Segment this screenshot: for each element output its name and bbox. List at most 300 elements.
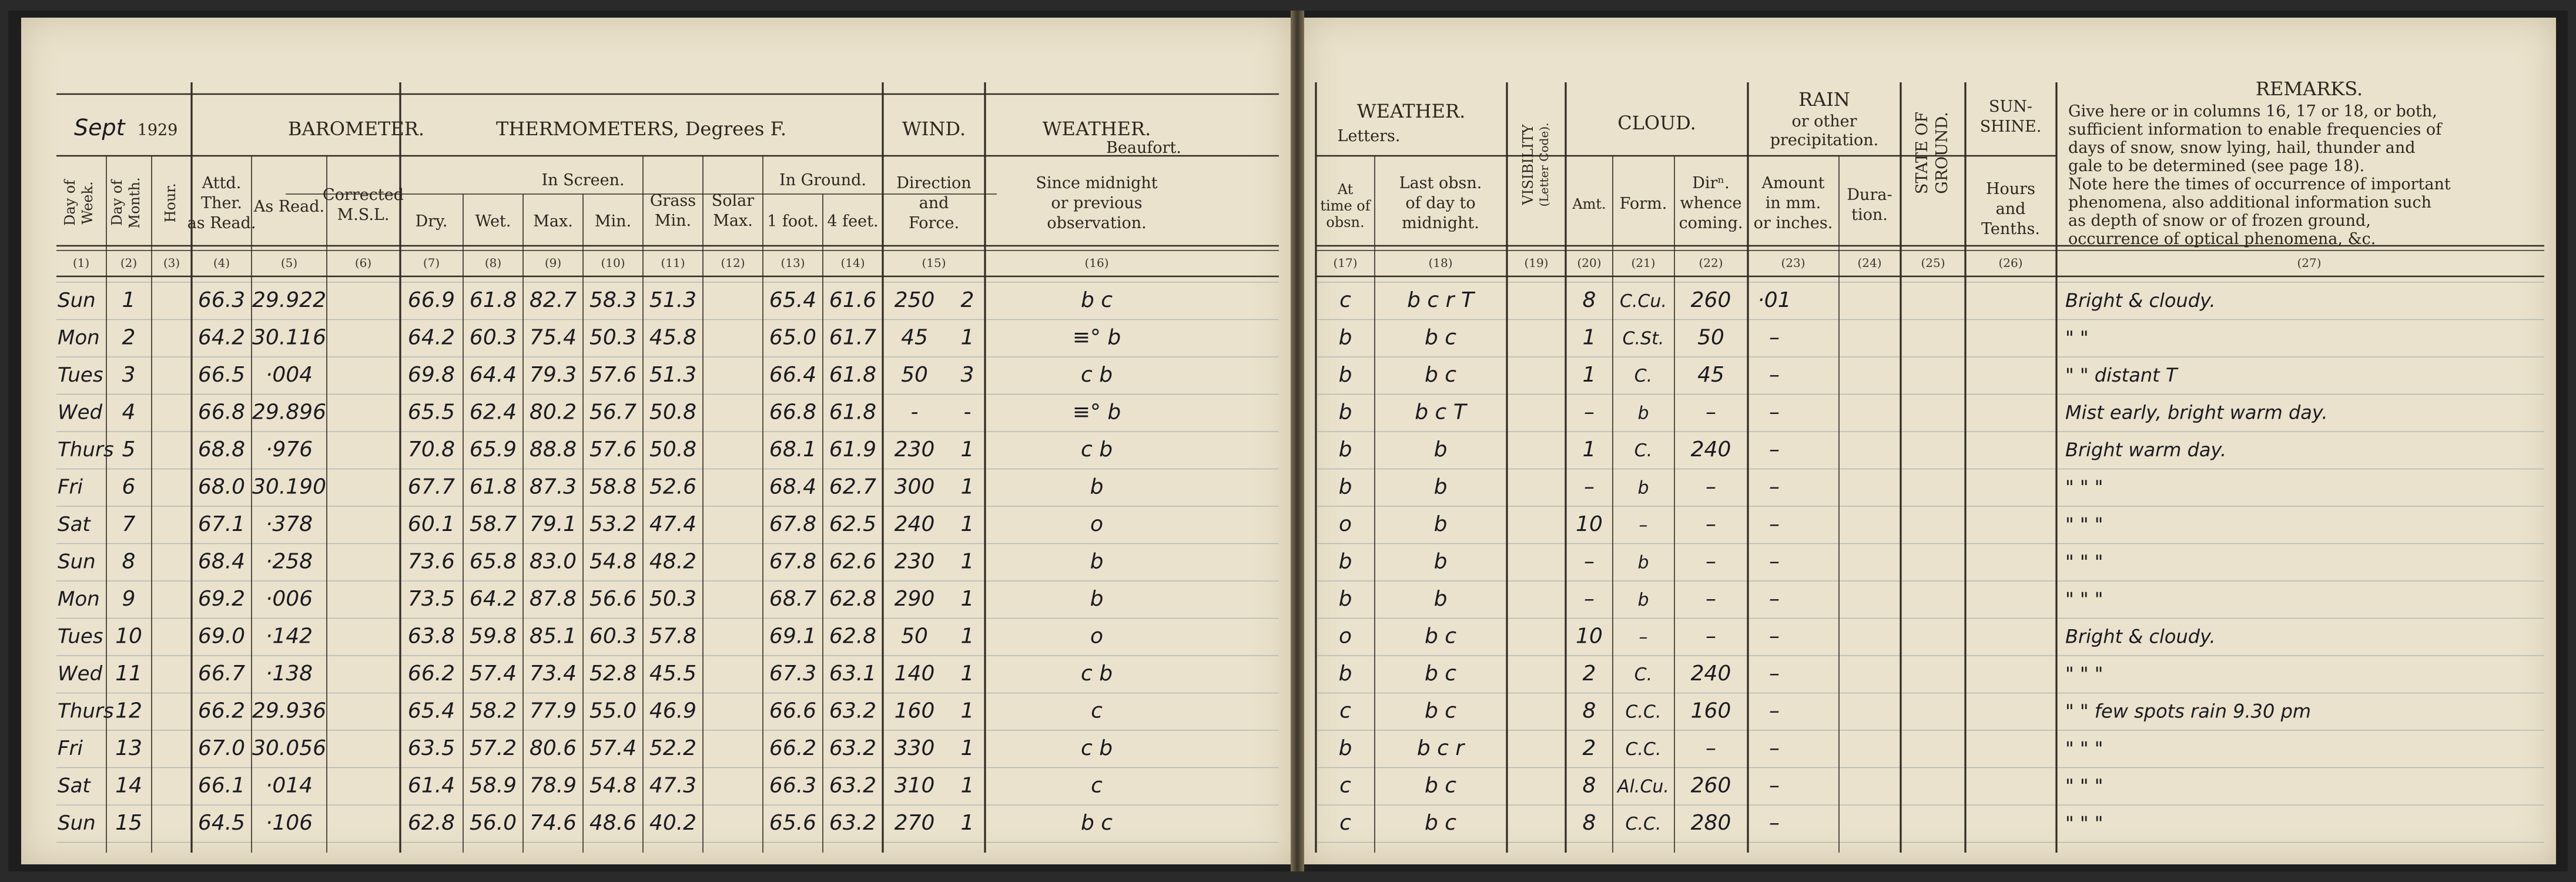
dry-bulb: 66.2 — [407, 662, 455, 686]
day-of-month: 10 — [115, 624, 142, 649]
weather-beaufort: o — [1090, 512, 1104, 536]
weather-at-time: o — [1338, 512, 1352, 536]
weather-last-obsn: b — [1433, 512, 1448, 536]
cloud-amount: 8 — [1582, 811, 1596, 835]
attd-ther-value: 67.0 — [197, 736, 246, 760]
weather-beaufort: c b — [1080, 363, 1113, 387]
ground-1ft: 68.4 — [769, 475, 817, 499]
column-number: (7) — [423, 256, 440, 270]
max-temp: 85.1 — [529, 624, 577, 649]
column-number: (27) — [2297, 256, 2322, 270]
dry-bulb: 62.8 — [407, 811, 455, 835]
remarks-instruction-line: Give here or in columns 16, 17 or 18, or both, — [2068, 102, 2437, 121]
weather-at-time: b — [1338, 736, 1352, 760]
rain-duration-header: Dura-tion. — [1847, 186, 1892, 224]
ground-4ft: 63.2 — [829, 773, 877, 798]
dry-bulb: 73.6 — [407, 549, 455, 574]
max-temp: 87.3 — [529, 475, 577, 499]
direction-force-header: Direction and Force. — [896, 174, 972, 232]
min-temp: 58.8 — [589, 475, 637, 499]
weather-letters-header: WEATHER. — [1356, 100, 1466, 122]
weather-last-obsn: b c r — [1416, 736, 1465, 760]
attd-ther-value: 68.0 — [197, 475, 246, 499]
min-temp: 53.2 — [589, 512, 637, 536]
wind-force: 1 — [960, 736, 974, 760]
dry-bulb: 67.7 — [407, 475, 455, 499]
day-of-week: Wed — [58, 400, 103, 425]
min-temp: 54.8 — [589, 549, 637, 574]
rain-amount: – — [1769, 437, 1780, 462]
ground-4ft: 62.6 — [829, 549, 877, 574]
weather-beaufort: ≡° b — [1072, 325, 1121, 350]
table-row — [58, 624, 1103, 649]
one-foot-header: 1 foot. — [767, 212, 819, 230]
barometer-reading: ·006 — [265, 587, 313, 611]
barometer-reading: ·014 — [265, 773, 313, 798]
barometer-reading: ·976 — [265, 437, 313, 462]
max-temp: 78.9 — [529, 773, 577, 798]
day-of-month: 14 — [115, 773, 142, 798]
wet-header: Wet. — [475, 212, 511, 230]
right-page-grid — [1304, 18, 2556, 864]
day-of-month: 3 — [122, 363, 136, 387]
table-row — [58, 662, 1113, 686]
ground-1ft: 68.7 — [769, 587, 817, 611]
weather-beaufort: b c — [1080, 811, 1113, 835]
cloud-form: b — [1637, 477, 1649, 499]
cloud-amount: 1 — [1582, 325, 1596, 350]
logbook — [8, 11, 2568, 871]
wind-direction: 330 — [894, 736, 935, 760]
day-of-week: Mon — [58, 326, 100, 350]
attd-ther-value: 66.8 — [197, 400, 246, 425]
weather-at-time: c — [1339, 288, 1351, 312]
barometer-reading: 29.896 — [252, 400, 326, 425]
cloud-form: C.Cu. — [1620, 291, 1667, 312]
grass-min: 48.2 — [649, 549, 697, 574]
min-temp: 60.3 — [589, 624, 637, 649]
attd-ther-value: 66.2 — [197, 699, 246, 723]
remark: Mist early, bright warm day. — [2065, 401, 2328, 424]
dry-bulb: 61.4 — [407, 773, 455, 798]
column-number: (11) — [661, 256, 685, 270]
column-number: (12) — [721, 256, 745, 270]
weather-last-obsn: b c — [1424, 811, 1457, 835]
min-temp: 54.8 — [589, 773, 637, 798]
cloud-form: C.St. — [1622, 328, 1664, 349]
column-number: (21) — [1631, 256, 1656, 270]
day-of-week: Mon — [58, 587, 100, 611]
remark: " " — [2065, 326, 2089, 349]
dry-bulb: 70.8 — [407, 437, 455, 462]
weather-beaufort: c b — [1080, 662, 1113, 686]
cloud-form: – — [1639, 515, 1648, 536]
dry-header: Dry. — [415, 212, 448, 230]
wind-direction: 250 — [894, 288, 935, 312]
cloud-amount: 2 — [1582, 662, 1596, 686]
weather-last-obsn: b c — [1424, 624, 1457, 649]
barometer-reading: ·258 — [265, 549, 313, 574]
grass-min: 57.8 — [649, 624, 697, 649]
column-number: (20) — [1577, 256, 1602, 270]
weather-last-obsn: b — [1433, 587, 1448, 611]
table-row — [58, 363, 1113, 387]
remarks-instruction-line: Note here the times of occurrence of important — [2068, 175, 2451, 193]
min-temp: 56.6 — [589, 587, 637, 611]
day-of-month: 7 — [122, 512, 136, 536]
weather-last-obsn: b c — [1424, 699, 1457, 723]
wind-force: 1 — [960, 699, 974, 723]
right-data-rows — [1339, 288, 2328, 835]
weather-at-time: b — [1338, 587, 1352, 611]
dry-bulb: 66.9 — [407, 288, 455, 312]
max-temp: 87.8 — [529, 587, 577, 611]
ground-1ft: 66.2 — [769, 736, 817, 760]
remarks-instruction-line: gale to be determined (see page 18). — [2068, 157, 2365, 175]
table-row — [58, 550, 1103, 574]
attd-ther-value: 68.4 — [197, 549, 246, 574]
wind-direction: 160 — [894, 699, 935, 723]
dry-bulb: 65.5 — [407, 400, 455, 425]
cloud-form: C. — [1634, 440, 1653, 461]
column-number: (24) — [1857, 256, 1882, 270]
wind-force: 1 — [960, 624, 974, 649]
weather-last-obsn: b — [1433, 437, 1448, 462]
ground-1ft: 66.4 — [769, 363, 817, 387]
cloud-direction: – — [1706, 512, 1716, 536]
day-of-month: 2 — [122, 325, 136, 350]
wet-bulb: 56.0 — [469, 811, 517, 835]
weather-at-time: o — [1338, 624, 1352, 649]
grass-min: 51.3 — [649, 363, 697, 387]
max-temp: 88.8 — [529, 437, 577, 462]
cloud-amount: – — [1584, 400, 1594, 425]
weather-beaufort: b c — [1080, 288, 1113, 312]
column-number: (15) — [922, 256, 946, 270]
day-of-week: Thurs — [58, 699, 114, 723]
cloud-form: C. — [1634, 664, 1653, 685]
cloud-direction: – — [1706, 549, 1716, 574]
wind-direction: 270 — [894, 811, 935, 835]
rain-amount: – — [1769, 624, 1780, 649]
ground-1ft: 66.6 — [769, 699, 817, 723]
wet-bulb: 60.3 — [469, 325, 517, 350]
weather-beaufort: b — [1090, 549, 1104, 574]
cloud-direction: – — [1706, 400, 1716, 425]
cloud-direction: 260 — [1690, 288, 1731, 312]
wind-force: 2 — [960, 288, 974, 312]
ground-4ft: 62.8 — [829, 587, 877, 611]
wind-direction: 45 — [901, 325, 928, 350]
min-temp: 56.7 — [589, 400, 637, 425]
wind-force: 1 — [960, 437, 974, 462]
cloud-form: Al.Cu. — [1617, 776, 1669, 797]
min-temp: 48.6 — [589, 811, 637, 835]
barometer-reading: 29.922 — [252, 288, 326, 312]
ground-1ft: 66.8 — [769, 400, 817, 425]
rain-amount-header: Amount in mm. or inches. — [1753, 174, 1833, 232]
max-temp: 80.6 — [529, 736, 577, 760]
four-feet-header: 4 feet. — [827, 212, 879, 230]
cloud-form: C.C. — [1625, 739, 1661, 760]
right-page — [1304, 18, 2556, 864]
day-of-week: Fri — [58, 475, 83, 499]
remark: " " " — [2065, 737, 2103, 760]
weather-beaufort: c — [1091, 699, 1103, 723]
cloud-amount: – — [1584, 549, 1594, 574]
column-number: (16) — [1084, 256, 1109, 270]
day-of-week: Sun — [58, 550, 96, 574]
weather-at-time: b — [1338, 325, 1352, 350]
barometer-reading: ·138 — [265, 662, 313, 686]
grass-min: 47.4 — [649, 512, 697, 536]
wet-bulb: 65.9 — [469, 437, 517, 462]
left-page — [21, 18, 1291, 864]
visibility-header: VISIBILITY(Letter Code). — [1520, 122, 1551, 207]
day-of-week: Sun — [58, 289, 96, 312]
wind-force: 3 — [960, 363, 974, 387]
wind-direction: 50 — [901, 363, 928, 387]
weather-header: WEATHER. — [1042, 118, 1151, 140]
attd-ther-value: 66.7 — [197, 662, 246, 686]
cloud-amount: 10 — [1576, 512, 1603, 536]
wet-bulb: 58.7 — [469, 512, 517, 536]
attd-ther-value: 64.2 — [197, 325, 246, 350]
rain-sub-header: or other precipitation. — [1770, 112, 1879, 149]
cloud-form: C. — [1634, 366, 1653, 386]
day-of-week: Fri — [58, 737, 83, 760]
cloud-amount: 2 — [1582, 736, 1596, 760]
attd-ther-value: 64.5 — [197, 811, 246, 835]
remarks-instruction-line: sufficient information to enable frequencies of — [2068, 121, 2442, 139]
column-number: (26) — [1998, 256, 2023, 270]
weather-last-obsn: b c — [1424, 325, 1457, 350]
letters-label: Letters. — [1337, 127, 1401, 145]
column-number: (14) — [840, 256, 865, 270]
table-row — [1339, 736, 2103, 760]
dry-bulb: 64.2 — [407, 325, 455, 350]
dry-bulb: 65.4 — [407, 699, 455, 723]
day-of-week: Tues — [58, 363, 103, 387]
cloud-form: – — [1639, 627, 1648, 648]
barometer-reading: ·106 — [265, 811, 313, 835]
cloud-direction: – — [1706, 587, 1716, 611]
wind-direction: 310 — [894, 773, 935, 798]
wind-force: 1 — [960, 587, 974, 611]
column-number: (8) — [484, 256, 502, 270]
grass-min: 52.2 — [649, 736, 697, 760]
attd-ther-value: 66.3 — [197, 288, 246, 312]
weather-last-obsn: b — [1433, 549, 1448, 574]
min-temp: 58.3 — [589, 288, 637, 312]
day-of-month: 1 — [122, 288, 136, 312]
ground-4ft: 61.6 — [829, 288, 877, 312]
rain-amount: ·01 — [1757, 288, 1791, 312]
table-row — [58, 400, 1121, 425]
max-temp: 73.4 — [529, 662, 577, 686]
cloud-amt-header: Amt. — [1572, 196, 1606, 212]
wet-bulb: 57.4 — [469, 662, 517, 686]
wet-bulb: 61.8 — [469, 288, 517, 312]
attd-ther-value: 66.1 — [197, 773, 246, 798]
column-number: (13) — [780, 256, 805, 270]
remark: " " " — [2065, 588, 2103, 610]
day-of-week: Sun — [58, 811, 96, 835]
rain-amount: – — [1769, 400, 1780, 425]
column-number: (4) — [213, 256, 230, 270]
cloud-direction: 160 — [1690, 699, 1731, 723]
column-number: (3) — [163, 256, 180, 270]
thermometers-header: THERMOMETERS, Degrees F. — [496, 118, 786, 140]
max-header: Max. — [533, 212, 573, 230]
weather-beaufort: b — [1090, 475, 1104, 499]
cloud-form-header: Form. — [1619, 195, 1667, 213]
weather-beaufort: c — [1091, 773, 1103, 798]
cloud-direction: 280 — [1690, 811, 1731, 835]
corrected-msl-header: Corrected M.S.L. — [323, 186, 404, 224]
cloud-form: b — [1637, 403, 1649, 424]
day-of-month: 6 — [122, 475, 136, 499]
grass-min: 47.3 — [649, 773, 697, 798]
column-number: (9) — [544, 256, 562, 270]
barometer-reading: ·142 — [265, 624, 313, 649]
ground-4ft: 61.8 — [829, 363, 877, 387]
table-row — [1339, 363, 2179, 387]
last-obsn-header: Last obsn. of day to midnight. — [1399, 174, 1482, 232]
table-row — [1339, 400, 2328, 425]
attd-ther-value: 69.2 — [197, 587, 246, 611]
weather-at-time: c — [1339, 699, 1351, 723]
cloud-amount: 8 — [1582, 288, 1596, 312]
ground-1ft: 65.6 — [769, 811, 817, 835]
weather-at-time: b — [1338, 437, 1352, 462]
as-read-header: As Read. — [253, 198, 325, 216]
cloud-form: C.C. — [1625, 814, 1661, 834]
wet-bulb: 65.8 — [469, 549, 517, 574]
column-number: (22) — [1699, 256, 1723, 270]
sunshine-hours-header: Hours and Tenths. — [1981, 180, 2040, 238]
table-row — [1339, 699, 2311, 723]
day-of-month: 4 — [122, 400, 136, 425]
barometer-reading: 30.190 — [252, 475, 326, 499]
remark: " " few spots rain 9.30 pm — [2065, 700, 2312, 723]
cloud-direction: 240 — [1690, 437, 1731, 462]
remarks-instruction-line: days of snow, snow lying, hail, thunder and — [2068, 139, 2416, 157]
cloud-direction: – — [1706, 736, 1716, 760]
cloud-direction-header: Dirⁿ. whence coming. — [1679, 174, 1743, 232]
hour-header: Hour. — [162, 183, 179, 223]
table-row — [58, 736, 1113, 760]
attd-ther-value: 69.0 — [197, 624, 246, 649]
table-row — [58, 774, 1103, 798]
grass-min: 46.9 — [649, 699, 697, 723]
weather-beaufort: ≡° b — [1072, 400, 1121, 425]
year-label: 1929 — [137, 121, 178, 139]
wind-force: 1 — [960, 512, 974, 536]
table-row — [1339, 587, 2103, 611]
column-number: (25) — [1921, 256, 1945, 270]
in-ground-header: In Ground. — [779, 171, 867, 189]
cloud-header: CLOUD. — [1617, 112, 1696, 134]
day-of-week: Sat — [58, 774, 91, 798]
weather-last-obsn: b c — [1424, 773, 1457, 798]
table-row — [1339, 288, 2216, 312]
rain-amount: – — [1769, 811, 1780, 835]
table-row — [1339, 326, 2089, 350]
cloud-amount: – — [1584, 587, 1594, 611]
ground-4ft: 61.7 — [829, 325, 877, 350]
remark: " " " — [2065, 513, 2103, 536]
max-temp: 74.6 — [529, 811, 577, 835]
remark: " " " — [2065, 476, 2103, 499]
table-row — [1339, 437, 2227, 462]
cloud-direction: 50 — [1697, 325, 1724, 350]
grass-min: 50.8 — [649, 400, 697, 425]
wet-bulb: 59.8 — [469, 624, 517, 649]
grass-min: 52.6 — [649, 475, 697, 499]
ground-4ft: 61.9 — [829, 437, 877, 462]
max-temp: 79.1 — [529, 512, 577, 536]
remark: " " distant T — [2065, 364, 2178, 386]
weather-last-obsn: b c — [1424, 662, 1457, 686]
sunshine-header: SUN-SHINE. — [1979, 98, 2042, 136]
table-row — [1339, 550, 2103, 574]
ground-1ft: 67.8 — [769, 549, 817, 574]
remark: " " " — [2065, 550, 2103, 573]
cloud-amount: 1 — [1582, 363, 1596, 387]
table-row — [58, 326, 1121, 350]
remark: " " " — [2065, 812, 2103, 834]
dry-bulb: 63.5 — [407, 736, 455, 760]
cloud-direction: – — [1706, 475, 1716, 499]
max-temp: 80.2 — [529, 400, 577, 425]
attd-ther-value: 66.5 — [197, 363, 246, 387]
day-of-month: 8 — [122, 549, 136, 574]
column-number: (23) — [1781, 256, 1805, 270]
wind-force: 1 — [960, 475, 974, 499]
barometer-reading: ·378 — [265, 512, 313, 536]
min-temp: 57.4 — [589, 736, 637, 760]
day-of-week: Thurs — [58, 438, 114, 462]
weather-at-time: c — [1339, 773, 1351, 798]
cloud-form: C.C. — [1625, 701, 1661, 723]
barometer-reading: 30.056 — [252, 736, 326, 760]
remark: Bright & cloudy. — [2065, 289, 2216, 312]
cloud-direction: – — [1706, 624, 1716, 649]
column-number: (6) — [354, 256, 372, 270]
weather-beaufort: c b — [1080, 736, 1113, 760]
rain-amount: – — [1769, 512, 1780, 536]
wind-header: WIND. — [902, 118, 966, 140]
cloud-form: b — [1637, 552, 1649, 573]
at-time-header: At time of obsn. — [1320, 181, 1371, 230]
ground-1ft: 67.8 — [769, 512, 817, 536]
cloud-form: b — [1637, 590, 1649, 610]
ground-1ft: 66.3 — [769, 773, 817, 798]
ground-4ft: 63.1 — [829, 662, 877, 686]
weather-beaufort: o — [1090, 624, 1104, 649]
weather-last-obsn: b c T — [1415, 400, 1466, 425]
day-of-month: 11 — [115, 662, 142, 686]
cloud-amount: 10 — [1576, 624, 1603, 649]
day-of-week: Sat — [58, 513, 91, 536]
column-number: (19) — [1524, 256, 1549, 270]
min-temp: 57.6 — [589, 437, 637, 462]
wet-bulb: 57.2 — [469, 736, 517, 760]
wind-force: 1 — [960, 325, 974, 350]
cloud-direction: 240 — [1690, 662, 1731, 686]
rain-amount: – — [1769, 325, 1780, 350]
